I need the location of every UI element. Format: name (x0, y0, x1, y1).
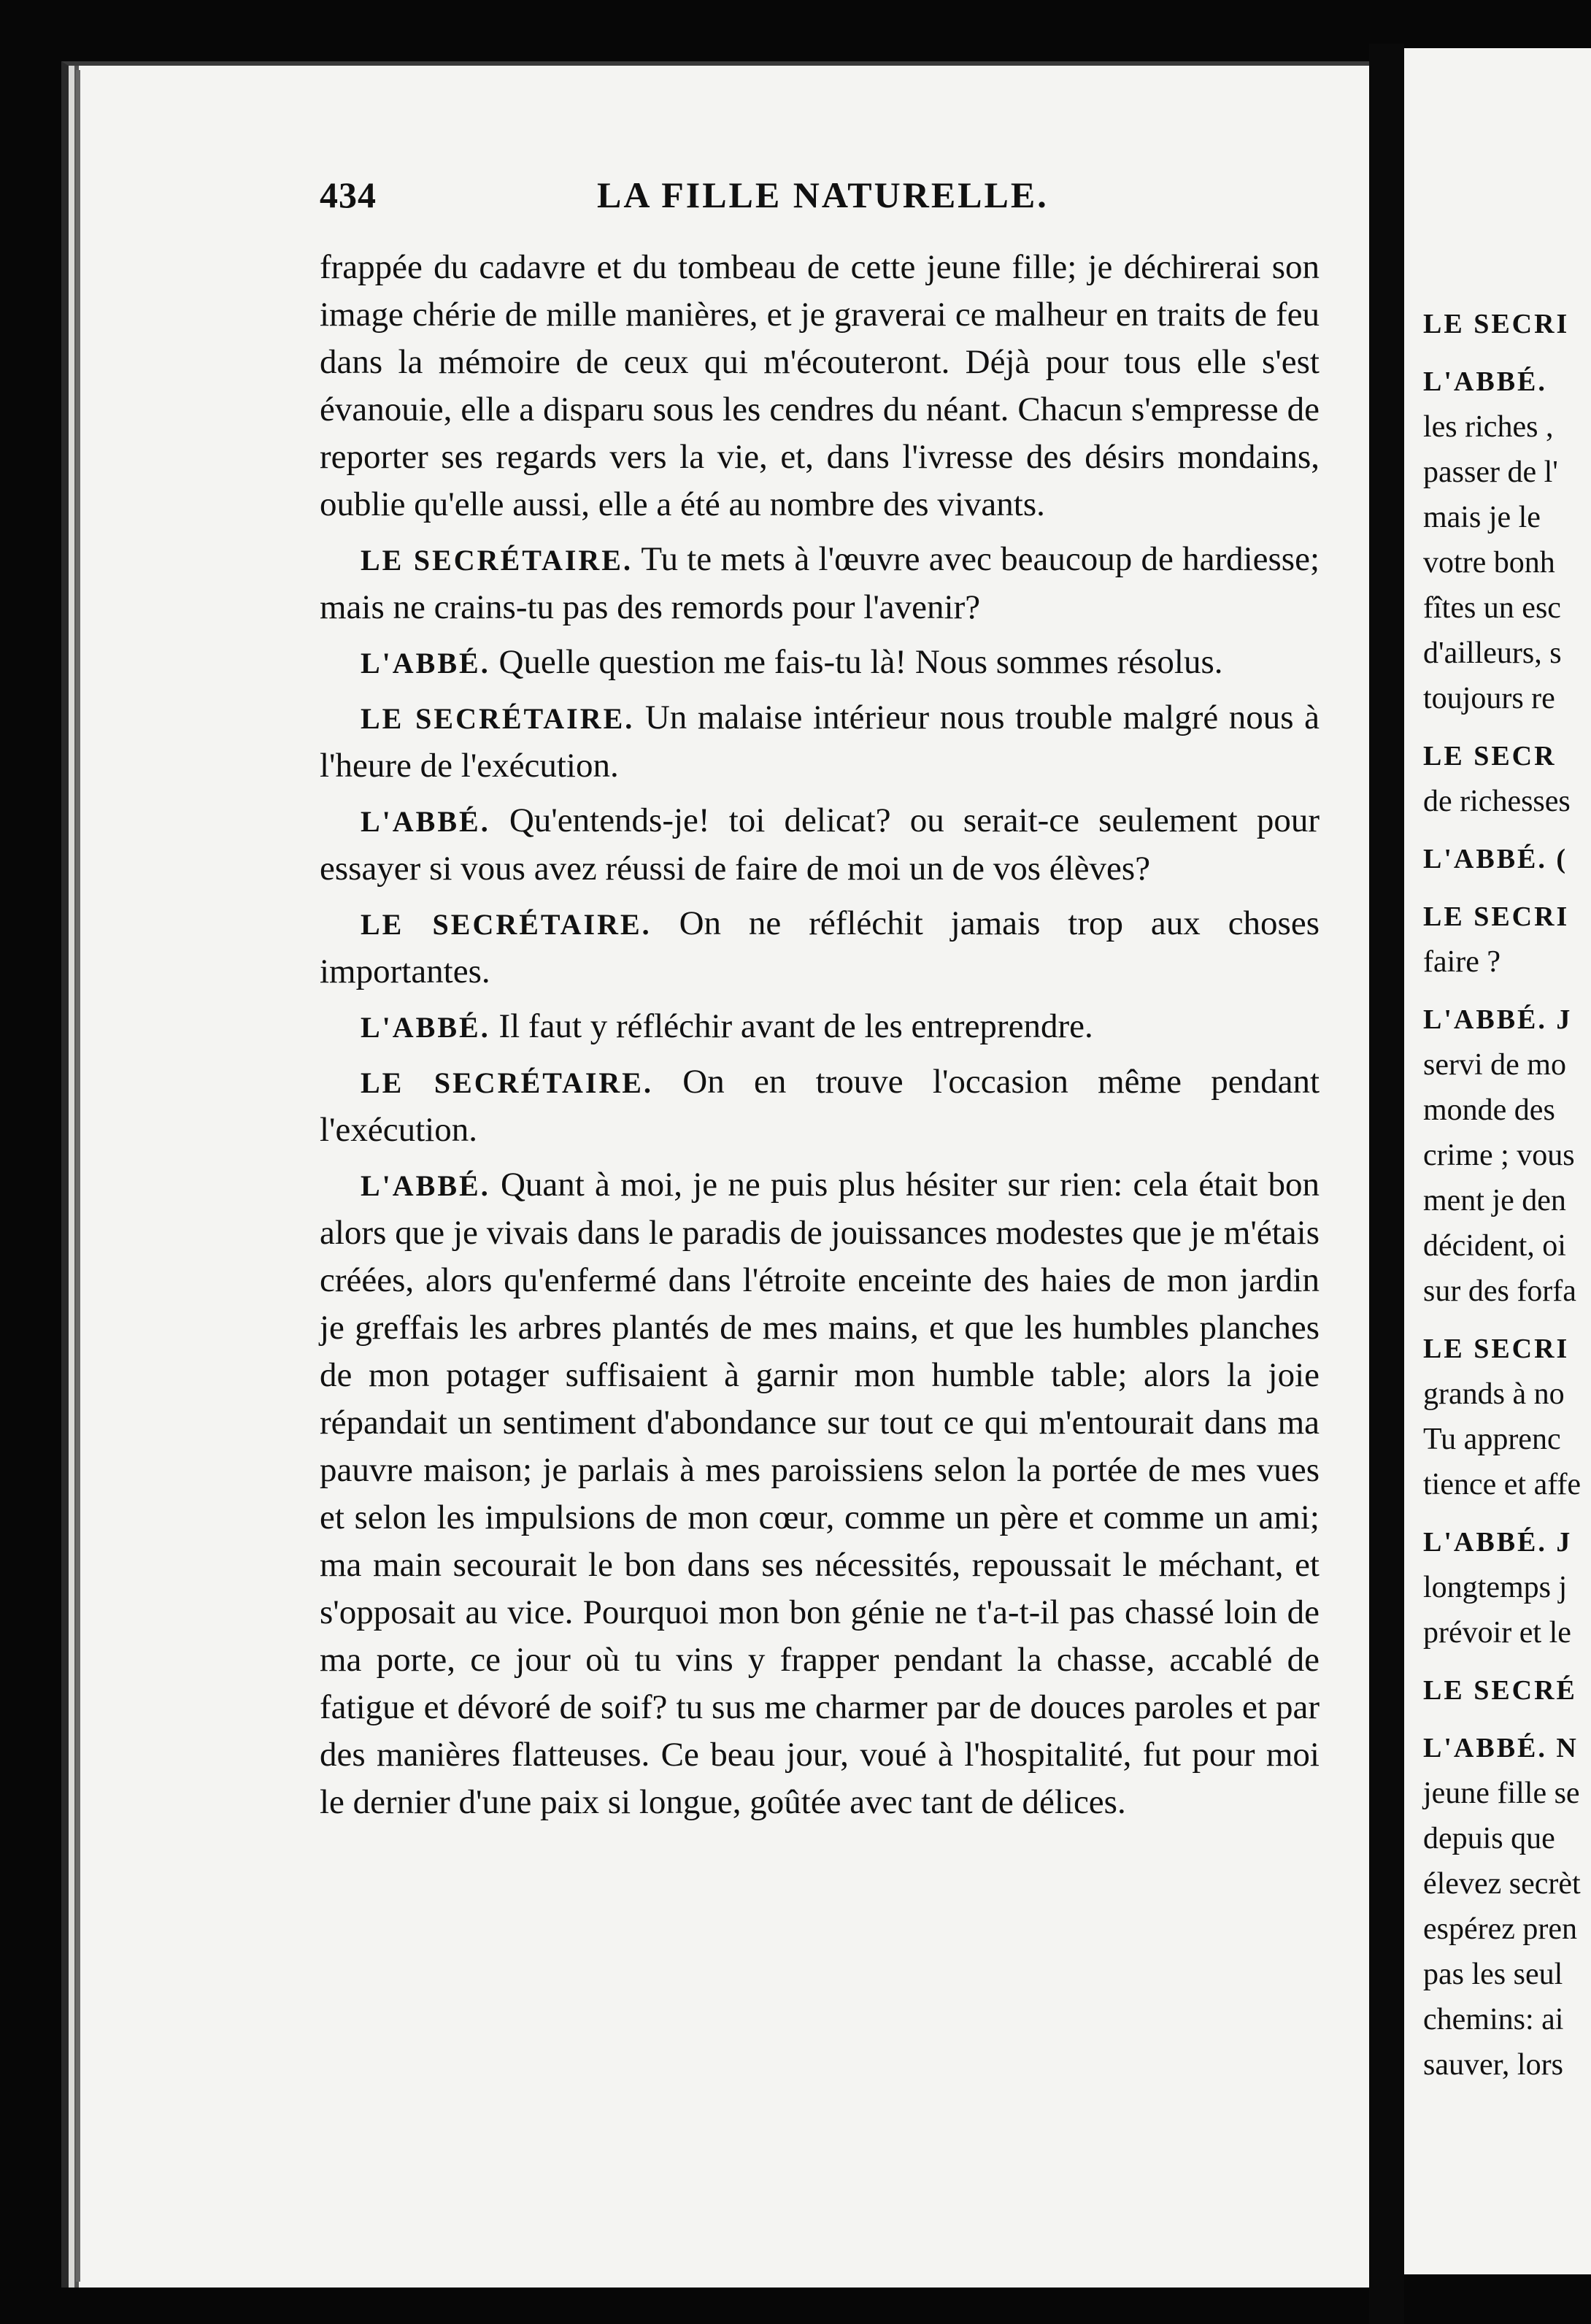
speaker-label: L'ABBÉ. (1423, 366, 1547, 397)
right-page-line (1423, 836, 1591, 882)
right-page-line (1423, 1178, 1591, 1223)
page-title: LA FILLE NATURELLE. (597, 174, 1049, 215)
right-page-line (1423, 893, 1591, 939)
line-text: décident, oi (1423, 1229, 1566, 1263)
right-page-line (1423, 1952, 1591, 1997)
line-text: tience et affe (1423, 1468, 1582, 1501)
speaker-label: LE SECRÉTAIRE. (361, 702, 635, 735)
line-text: jeune fille se (1423, 1777, 1580, 1810)
line-text: mais je le (1423, 501, 1541, 534)
line-text: espérez pren (1423, 1912, 1578, 1946)
line-text: fîtes un esc (1423, 591, 1561, 625)
speaker-label: LE SECRI (1423, 309, 1570, 339)
right-page-line (1423, 301, 1591, 347)
line-text: passer de l' (1423, 455, 1558, 489)
right-page-line (1423, 585, 1591, 631)
right-page-line (1423, 495, 1591, 540)
right-page-line (1423, 1565, 1591, 1610)
right-page-line (1423, 1223, 1591, 1269)
line-text: grands à no (1423, 1377, 1565, 1411)
speaker-label: LE SECRÉTAIRE. (361, 1066, 653, 1099)
line-text: élevez secrèt (1423, 1867, 1581, 1901)
right-page-line (1423, 1269, 1591, 1314)
right-page-line (1423, 1325, 1591, 1371)
speaker-label: LE SECRÉTAIRE. (361, 544, 633, 577)
paragraph-text: On en trouve l'occasion même pendant l'exécution. (320, 1063, 1320, 1149)
right-page (1404, 48, 1591, 2274)
speaker-label: L'ABBÉ. (361, 805, 490, 838)
right-page-line (1423, 1906, 1591, 1952)
right-page-line (1423, 1816, 1591, 1861)
right-page-line (1423, 996, 1591, 1042)
line-text: de richesses (1423, 785, 1571, 818)
speaker-label: L'ABBÉ. N (1423, 1733, 1579, 1763)
line-text: pas les seul (1423, 1958, 1563, 1991)
speaker-label: LE SECRÉ (1423, 1675, 1577, 1706)
right-page-line (1423, 1519, 1591, 1565)
line-text: votre bonh (1423, 546, 1555, 580)
right-page-line (1423, 676, 1591, 721)
paragraph-text: Tu te mets à l'œuvre avec beaucoup de hardiesse; mais ne crains-tu pas des remords pour l'avenir? (320, 540, 1320, 626)
speaker-label: LE SECRI (1423, 901, 1570, 932)
speaker-label: L'ABBÉ. (361, 1169, 490, 1202)
right-page-line (1423, 450, 1591, 495)
speaker-label: LE SECR (1423, 741, 1557, 772)
speaker-label: L'ABBÉ. ( (1423, 844, 1568, 874)
paragraph-text: On ne réfléchit jamais trop aux choses importantes. (320, 904, 1320, 990)
speaker-label: L'ABBÉ. (361, 1011, 490, 1044)
line-text: les riches , (1423, 410, 1554, 444)
right-page-line (1423, 358, 1591, 404)
right-page-line (1423, 939, 1591, 985)
speaker-label: L'ABBÉ. J (1423, 1527, 1573, 1558)
right-page-line (1423, 404, 1591, 450)
speaker-label: L'ABBÉ. J (1423, 1004, 1573, 1035)
line-text: d'ailleurs, s (1423, 636, 1562, 670)
body-text (320, 244, 1320, 1834)
speaker-label: LE SECRÉTAIRE. (361, 908, 652, 941)
paragraph-text: Qu'entends-je! toi delicat? ou serait-ce seulement pour essayer si vous avez réussi de faire de moi un de vos élèves? (320, 801, 1320, 888)
line-text: servi de mo (1423, 1048, 1566, 1082)
right-page-line (1423, 2042, 1591, 2088)
paragraph (320, 797, 1320, 893)
right-page-line (1423, 1417, 1591, 1462)
paragraph-text: Quant à moi, je ne puis plus hésiter sur rien: cela était bon alors que je vivais dans le paradis de jouissances modestes que je m'étais créées, alors qu'enfermé dans l'étroite enceinte des haies de mon jardin je greffais les arbres plantés de mes mains, et que les humbles planches de mon potager suffisaient à garnir mon humble table; alors la joie répandait un sentiment d'abondance sur tout ce qui m'entourait dans ma pauvre maison; je parlais à mes paroissiens selon la portée de mes vues et selon les impulsions de mon cœur, comme un père et comme un ami; ma main secourait le bon dans ses nécessités, repoussait le méchant, et s'opposait au vice. Pourquoi mon bon génie ne t'a-t-il pas chassé loin de ma porte, ce jour où tu vins y frapper pendant la chasse, accablé de fatigue et dévoré de soif? tu sus me charmer par de douces paroles et par des manières flatteuses. Ce beau jour, voué à l'hospitalité, fut pour moi le dernier d'une paix si longue, goûtée avec tant de délices. (320, 1166, 1320, 1821)
line-text: toujours re (1423, 682, 1555, 715)
right-page-line (1423, 1042, 1591, 1088)
right-page-line (1423, 1725, 1591, 1771)
paragraph-text: frappée du cadavre et du tombeau de cette jeune fille; je déchirerai son image chérie de mille manières, et je graverai ce malheur en traits de feu dans la mémoire de ceux qui m'écouteront. Déjà pour tous elle s'est évanouie, elle a disparu sous les cendres du néant. Chacun s'empresse de reporter ses regards vers la vie, et, dans l'ivresse des désirs mondains, oublie qu'elle aussi, elle a été au nombre des vivants. (320, 248, 1320, 523)
page-number: 434 (320, 174, 377, 215)
page-edge-rule (76, 70, 80, 2282)
right-page-line (1423, 733, 1591, 779)
right-page-text (1423, 289, 1591, 2088)
speaker-label: L'ABBÉ. (361, 647, 490, 680)
line-text: Tu apprenc (1423, 1423, 1561, 1456)
paragraph (320, 639, 1320, 687)
paragraph (320, 1058, 1320, 1154)
right-page-line (1423, 1133, 1591, 1178)
right-page-line (1423, 779, 1591, 824)
right-page-line (1423, 1861, 1591, 1906)
line-text: sur des forfa (1423, 1274, 1576, 1308)
right-page-line (1423, 1462, 1591, 1507)
paragraph (320, 694, 1320, 790)
line-text: crime ; vous (1423, 1139, 1575, 1172)
paragraph-text: Il faut y réfléchir avant de les entreprendre. (498, 1007, 1093, 1045)
line-text: chemins: ai (1423, 2003, 1564, 2036)
right-page-line (1423, 540, 1591, 585)
speaker-label: LE SECRI (1423, 1334, 1570, 1364)
line-text: depuis que (1423, 1822, 1555, 1855)
right-page-line (1423, 1667, 1591, 1713)
right-page-line (1423, 1997, 1591, 2042)
right-page-line (1423, 1610, 1591, 1655)
paragraph (320, 1161, 1320, 1826)
right-page-line (1423, 1371, 1591, 1417)
line-text: monde des (1423, 1093, 1555, 1127)
paragraph (320, 1003, 1320, 1051)
paragraph-text: Quelle question me fais-tu là! Nous sommes résolus. (498, 643, 1223, 681)
line-text: prévoir et le (1423, 1616, 1571, 1650)
paragraph-text: Un malaise intérieur nous trouble malgré nous à l'heure de l'exécution. (320, 699, 1320, 785)
right-page-line (1423, 1088, 1591, 1133)
paragraph (320, 244, 1320, 528)
line-text: ment je den (1423, 1184, 1566, 1217)
line-text: faire ? (1423, 945, 1501, 979)
right-page-line (1423, 631, 1591, 676)
line-text: sauver, lors (1423, 2048, 1563, 2082)
paragraph (320, 536, 1320, 631)
paragraph (320, 900, 1320, 996)
line-text: longtemps j (1423, 1571, 1568, 1604)
right-page-line (1423, 1771, 1591, 1816)
book-gutter (1369, 44, 1404, 2324)
